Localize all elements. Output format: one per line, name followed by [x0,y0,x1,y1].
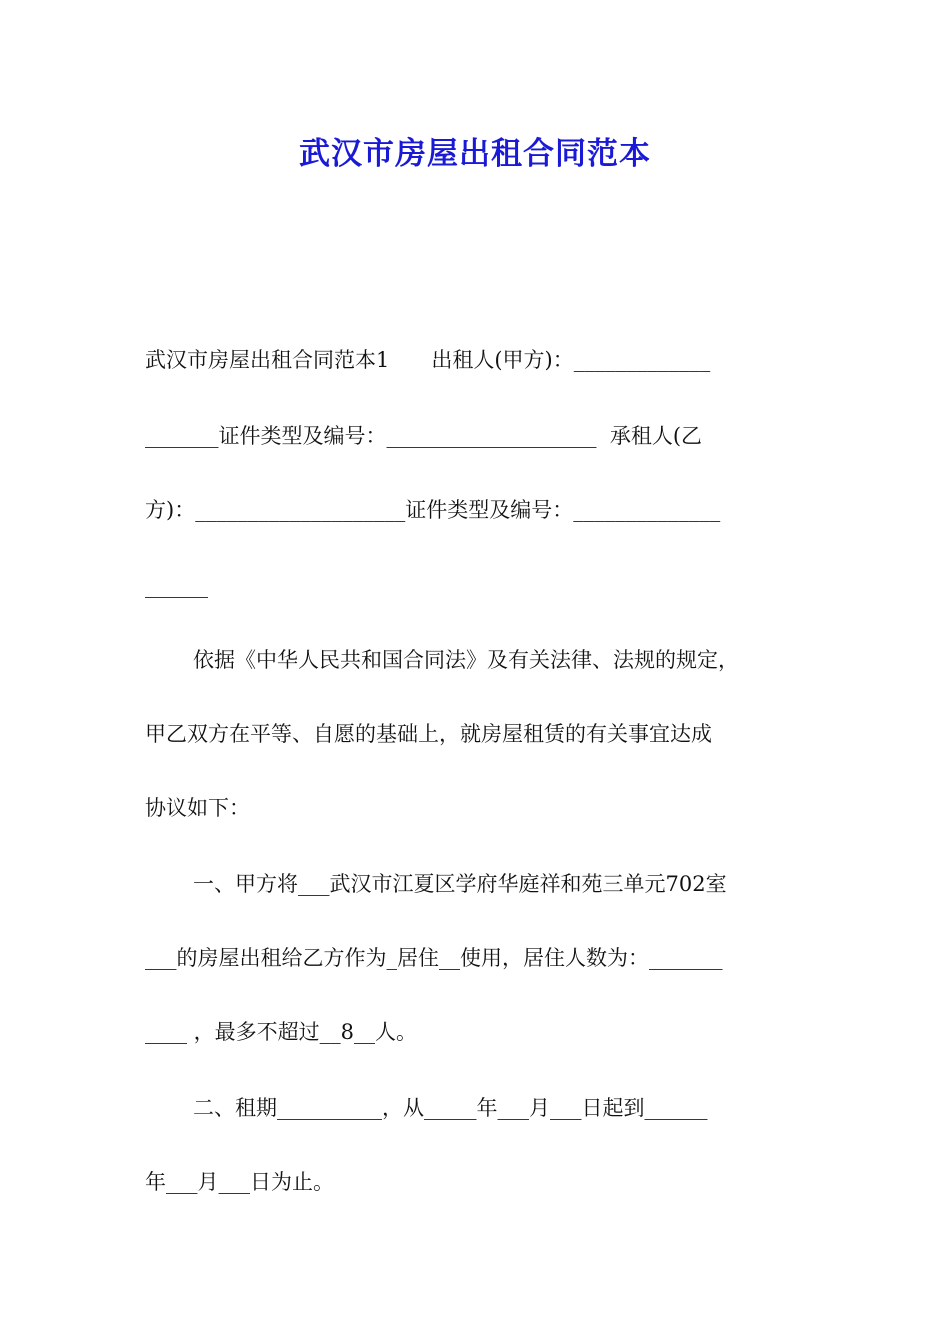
paragraph-intro-line-2: 甲乙双方在平等、自愿的基础上，就房屋租赁的有关事宜达成 [145,722,712,746]
text-line-2: _______证件类型及编号：____________________ 承租人(乙 [145,424,703,448]
clause-1-line-1: 一、甲方将___武汉市江夏区学府华庭祥和苑三单元702室 [193,872,727,896]
paragraph-intro-line-1: 依据《中华人民共和国合同法》及有关法律、法规的规定， [193,648,739,672]
text-line-3: 方)：____________________证件类型及编号：______________ [145,498,721,522]
clause-1-line-3: ____ ，最多不超过__8__人。 [145,1020,418,1044]
clause-1-line-2: ___的房屋出租给乙方作为_居住__使用，居住人数为：_______ [145,946,723,970]
text-line-1: 武汉市房屋出租合同范本1 出租人(甲方)：_____________ [145,348,711,372]
clause-2-line-1: 二、租期__________，从_____年___月___日起到______ [193,1096,708,1120]
document-title: 武汉市房屋出租合同范本 [299,136,651,172]
clause-2-line-2: 年___月___日为止。 [145,1170,334,1194]
paragraph-intro-line-3: 协议如下： [145,796,250,820]
text-line-4: ______ [145,574,208,598]
